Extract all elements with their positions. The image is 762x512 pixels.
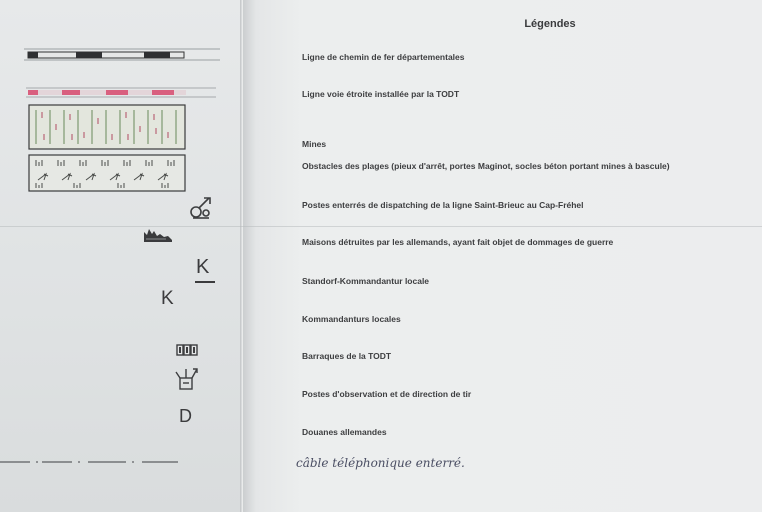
k-underline-mark	[194, 280, 216, 284]
observation-post-icon	[174, 366, 200, 392]
railway-line-icon	[24, 46, 224, 62]
legend-label-destroyed-houses: Maisons détruites par les allemands, ayant fait objet de dommages de guerre	[302, 237, 614, 247]
legend-label-customs: Douanes allemandes	[302, 427, 387, 437]
legend-label-dispatch-posts: Postes enterrés de dispatching de la ligne Saint-Brieuc au Cap-Fréhel	[302, 200, 584, 210]
legend-label-mines: Mines	[302, 139, 327, 149]
beach-obstacles-pattern-icon	[28, 154, 188, 194]
barracks-icon	[176, 343, 200, 357]
page-fold	[240, 0, 243, 512]
mines-pattern-icon	[28, 104, 188, 152]
legend-label-observation-posts: Postes d'observation et de direction de tir	[302, 389, 472, 399]
legend-label-barracks: Barraques de la TODT	[302, 351, 392, 361]
legend-title: Légendes	[524, 18, 576, 30]
legend-label-standorf-kommandantur: Standorf-Kommandantur locale	[302, 276, 430, 286]
legend-label-telephone-cable: câble téléphonique enterré.	[296, 456, 465, 470]
legend-label-beach-obstacles: Obstacles des plages (pieux d'arrêt, portes Maginot, socles béton portant mines à bascule)	[302, 161, 670, 171]
k-icon: K	[161, 288, 174, 309]
paper-crease	[0, 226, 762, 227]
legend-label-kommandanturs: Kommandanturs locales	[302, 314, 401, 324]
dashed-cable-line-icon	[0, 458, 190, 466]
destroyed-house-icon	[142, 226, 174, 244]
narrow-gauge-line-icon	[26, 86, 222, 100]
dispatch-post-icon	[187, 194, 215, 222]
k-underlined-icon: K	[196, 256, 210, 278]
legend-label-railway: Ligne de chemin de fer départementales	[302, 52, 465, 62]
legend-label-narrow-gauge: Ligne voie étroite installée par la TODT	[302, 89, 460, 99]
customs-icon: D	[179, 406, 192, 426]
